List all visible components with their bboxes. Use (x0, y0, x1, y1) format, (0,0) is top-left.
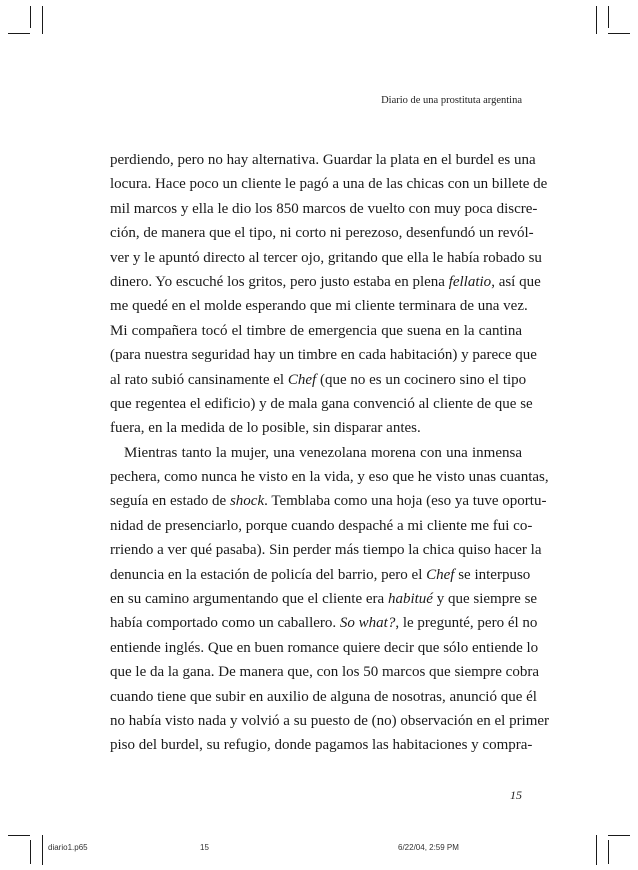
text-run: perdiendo, pero no hay alternativa. Guardar la plata en el burdel es una (110, 152, 536, 168)
slug-filename: diario1.p65 (48, 843, 88, 852)
text-line (110, 172, 548, 196)
text-run: piso del burdel, su refugio, donde pagamos las habitaciones y compra- (110, 737, 533, 754)
text-line (110, 319, 522, 343)
crop-mark-top-left-v2 (42, 6, 43, 34)
text-line (110, 294, 528, 318)
text-line (110, 587, 538, 611)
text-run: seguía en estado de (110, 493, 230, 510)
text-run: entiende inglés. Que en buen romance quiere decir que sólo entiende lo (110, 639, 539, 656)
text-run: me quedé en el molde esperando que mi cliente terminara de una vez. (110, 298, 528, 315)
page-number: 15 (510, 788, 522, 802)
italic-text: shock (229, 493, 265, 510)
text-line (110, 636, 539, 660)
text-line (110, 660, 539, 684)
text-line (110, 246, 542, 270)
text-line (110, 197, 538, 221)
crop-mark-bottom-left-v2 (42, 835, 43, 865)
text-run: que le da la gana. De manera que, con los 50 marcos que siempre cobra (110, 664, 539, 681)
crop-mark-bottom-left-h (8, 835, 30, 836)
text-run: fuera, en la medida de lo posible, sin disparar antes. (110, 420, 421, 437)
crop-mark-bottom-left-v1 (30, 840, 31, 864)
crop-mark-bottom-right-v2 (596, 835, 597, 865)
text-run: , así que (491, 273, 541, 290)
italic-text: Chef (426, 566, 455, 583)
crop-mark-top-right-v1 (608, 6, 609, 28)
text-run: al rato subió cansinamente el (110, 371, 288, 388)
text-run: ción, de manera que el tipo, ni corto ni perezoso, desenfundó un revól- (110, 225, 534, 242)
text-line (110, 221, 534, 245)
text-run: y que siempre se (432, 591, 538, 608)
text-run: no había visto nada y volvió a su puesto de (no) observación en el primer (110, 712, 550, 729)
text-line (110, 441, 522, 465)
slug-timestamp: 6/22/04, 2:59 PM (398, 843, 459, 852)
text-run: locura. Hace poco un cliente le pagó a una de las chicas con un billete de (110, 176, 548, 193)
crop-mark-bottom-right-v1 (608, 840, 609, 864)
slug-page: 15 (200, 843, 209, 852)
text-run: había comportado como un caballero. (110, 615, 340, 632)
text-line (110, 489, 547, 513)
text-run: se interpuso (454, 566, 531, 583)
text-run: (para nuestra seguridad hay un timbre en cada habitación) y parece que (110, 347, 537, 364)
text-run: pechera, como nunca he visto en la vida, y eso que he visto unas cuantas, (110, 469, 549, 486)
crop-mark-bottom-right-h (608, 835, 630, 836)
text-line (110, 392, 533, 416)
crop-mark-top-right-v2 (596, 6, 597, 34)
crop-mark-top-left-v1 (30, 6, 31, 28)
body-text (110, 148, 550, 758)
text-line (110, 514, 533, 538)
text-run: Mi compañera tocó el timbre de emergencia que suena en la cantina (110, 322, 522, 339)
text-line (110, 416, 522, 440)
italic-text: So what? (339, 615, 396, 632)
text-run: , le pregunté, pero él no (395, 615, 538, 632)
text-run: Mientras tanto la mujer, una venezolana morena con una inmensa (124, 444, 522, 461)
text-run: nidad de presenciarlo, porque cuando despaché a mi cliente me fui co- (110, 517, 533, 534)
text-run: cuando tiene que subir en auxilio de alguna de nosotras, anunció que él (110, 688, 537, 705)
text-run: ver y le apuntó directo al tercer ojo, gritando que ella le había robado su (110, 249, 542, 266)
italic-text: Chef (287, 371, 317, 388)
text-run: mil marcos y ella le dio los 850 marcos de vuelto con muy poca discre- (110, 200, 538, 217)
text-run: rriendo a ver qué pasaba). Sin perder más tiempo la chica quiso hacer la (110, 542, 542, 559)
text-line (110, 148, 536, 172)
text-run: (que no es un cocinero sino el tipo (316, 371, 527, 388)
text-run: . Temblaba como una hoja (eso ya tuve oportu- (264, 493, 547, 510)
italic-text: fellatio (448, 273, 492, 290)
text-run: que regentea el edificio) y de mala gana convenció al cliente de que se (110, 395, 533, 412)
text-line (110, 733, 533, 757)
crop-mark-top-right-h (608, 33, 630, 34)
text-run: dinero. Yo escuché los gritos, pero justo estaba en plena (110, 273, 449, 290)
paragraph (110, 148, 548, 441)
text-line (110, 709, 550, 733)
text-run: denuncia en la estación de policía del barrio, pero el (110, 566, 427, 583)
text-run: en su camino argumentando que el cliente era (110, 591, 388, 608)
text-line (110, 563, 531, 587)
text-line (110, 368, 527, 392)
paragraph (110, 441, 550, 758)
text-line (110, 465, 549, 489)
text-line (110, 343, 537, 367)
running-head: Diario de una prostituta argentina (381, 95, 522, 106)
text-line (110, 685, 537, 709)
crop-mark-top-left-h (8, 33, 30, 34)
text-line (110, 611, 538, 635)
italic-text: habitué (387, 591, 433, 608)
text-line (110, 270, 541, 294)
text-line (110, 538, 542, 562)
